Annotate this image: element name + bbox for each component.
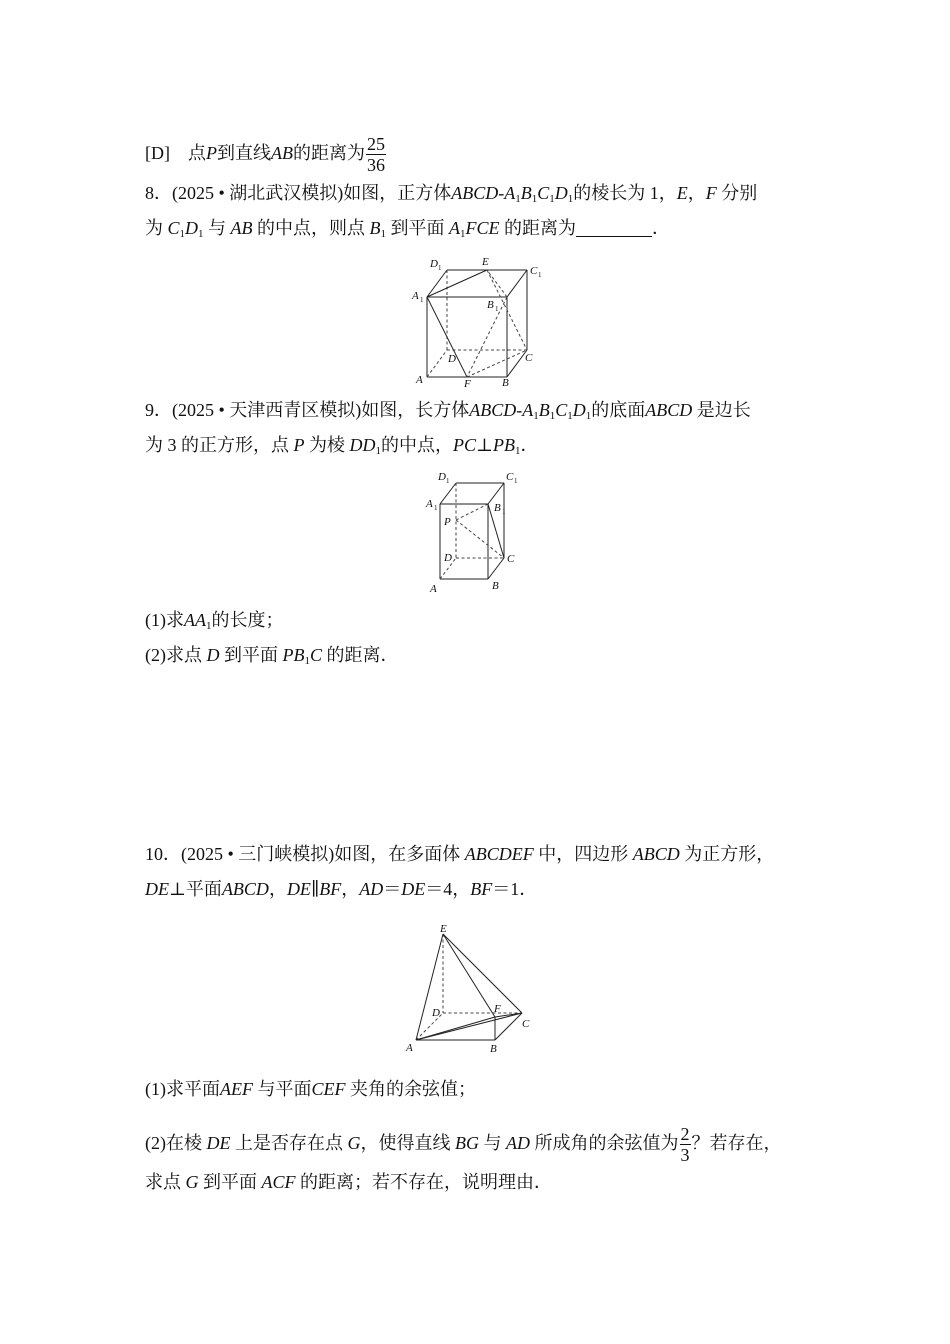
label-c1: C [506,471,514,483]
edge-aa1: AA [184,610,206,630]
label-a: A [430,583,437,595]
q10-text: ？若存在， [691,1133,782,1153]
q9-line-2: 为 3 的正方形，点 P 为棱 $DD_1$的中点，$PC\perp PB_1$． [145,435,539,457]
q9-text: (1)求 [145,610,184,630]
point-e: E [676,183,688,203]
label-a: A [406,1042,413,1054]
label-p: P [444,516,451,528]
q9-sub-2: (2)求点 D 到平面 $PB_1C$ 的距离． [145,645,399,667]
label-c: C [525,352,533,364]
line-pb1: PB [492,435,515,455]
q10-text: ＝4， [425,879,471,899]
q10-text: 夹角的余弦值； [350,1079,476,1099]
line-de: DE [145,879,169,899]
q10-text: 到平面 [203,1172,257,1192]
label-e: E [482,256,489,268]
label-b1: B [487,299,494,311]
edge-de: DE [206,1133,231,1153]
cube-name: ABCD-A [451,183,516,203]
q10-text: ＝ [383,879,402,899]
point-g: G [347,1133,361,1153]
label-f: F [494,1003,501,1015]
fraction [366,134,386,175]
line-ad: AD [506,1133,530,1153]
q10-text: ， [268,879,287,899]
plane-abcd: ABCD [221,879,269,899]
line-bg: BG [455,1133,479,1153]
q9-text: 是边长 [696,400,751,420]
q8-line-2: 为 $C_1D_1$ 与 AB 的中点，则点 $B_1$ 到平面 $A_1FCE$ 的距离为 ． [145,218,671,240]
q10-text: (2)在棱 [145,1133,202,1153]
plane-aef: AEF [220,1079,253,1099]
q8-text: 为 [145,218,163,238]
line-pc: PC [453,435,477,455]
fraction-denominator: 36 [367,155,385,175]
option-text: 的距离为 [293,143,365,163]
option-text: 点 [188,143,206,163]
q8-line-1: 8．(2025 • 湖北武汉模拟)如图，正方体ABCD-$A_1B_1C_1D_1$的棱长为 1，E，F 分别 [145,183,758,205]
q10-text: 求点 [145,1172,181,1192]
q8-cube-figure [410,252,550,388]
q10-polyhedron-figure [400,920,540,1060]
q9-text: 的中点， [381,435,453,455]
label-a: A [416,374,423,386]
q9-line-1: 9．(2025 • 天津西青区模拟)如图，长方体ABCD-$A_1B_1C_1D_1$的底面ABCD 是边长 [145,400,751,422]
label-c1: C [530,265,538,277]
line-bf: BF [470,879,493,899]
q8-text: ， [687,183,706,203]
q10-text: ＝1． [492,879,538,899]
quad-abcd: ABCD [632,844,680,864]
q9-text: 为棱 [309,435,345,455]
label-a1: A [412,290,419,302]
q9-text: ． [520,435,539,455]
line-de: DE [401,879,426,899]
q8-text: 的中点，则点 [257,218,366,238]
q8-text: 8．(2025 • 湖北武汉模拟)如图，正方体 [145,183,452,203]
q10-text: 10．(2025 • 三门峡模拟)如图，在多面体 [145,844,461,864]
q10-text: 为正方形， [684,844,775,864]
plane-fce: FCE [465,218,500,238]
q9-text: 9．(2025 • 天津西青区模拟)如图，长方体 [145,400,470,420]
q9-text: 的底面 [591,400,646,420]
svg-text:1: 1 [434,504,438,512]
label-d1: D [438,471,446,483]
q9-sub-1: (1)求$AA_1$的长度； [145,610,284,632]
face-abcd: ABCD [645,400,693,420]
svg-text:1: 1 [502,508,506,516]
q8-text: 分别 [721,183,758,203]
q10-text: 与 [483,1133,502,1153]
q10-text: 中，四边形 [538,844,629,864]
label-e: E [440,923,447,935]
q9-text: 的距离． [326,645,399,665]
fraction-numerator: 25 [367,134,385,154]
label-c: C [507,553,515,565]
box-name: ABCD-A [469,400,534,420]
point-g: G [185,1172,199,1192]
fraction-denominator: 3 [680,1145,690,1165]
label-a1: A [426,498,433,510]
line-bf: BF [319,879,342,899]
label-c: C [522,1018,530,1030]
point-p: P [293,435,305,455]
q10-text: (1)求平面 [145,1079,220,1099]
q10-text: 的距离；若不存在，说明理由． [300,1172,552,1192]
option-text: 到直线 [217,143,271,163]
answer-blank[interactable] [576,218,652,237]
perp-symbol: ⊥ [476,435,493,455]
q10-sub-1 [145,1077,476,1101]
q10-line-2 [145,877,537,901]
label-b: B [490,1043,497,1055]
line-ad: AD [359,879,384,899]
q9-text: 为 3 的正方形，点 [145,435,289,455]
q10-text: ， [341,879,360,899]
svg-text:1: 1 [446,477,450,485]
parallel-symbol: ∥ [310,879,320,899]
q10-text: ⊥平面 [169,879,222,899]
label-d: D [444,552,452,564]
q10-text: 所成角的余弦值为 [534,1133,679,1153]
point-d: D [206,645,220,665]
label-d: D [432,1007,440,1019]
line-de: DE [286,879,311,899]
point-p: P [206,143,217,163]
label-b: B [502,377,509,389]
option-label: [D] [145,143,170,163]
q8-text: ． [652,218,671,238]
q9-text: (2)求点 [145,645,202,665]
q10-text: 上是否存在点 [235,1133,343,1153]
plane-pb1c: PB [282,645,305,665]
svg-text:1: 1 [438,264,442,272]
q9-text: 到平面 [224,645,278,665]
label-d1: D [430,258,438,270]
svg-text:1: 1 [538,271,542,279]
q8-text: 到平面 [390,218,445,238]
q8-text: 的棱长为 1， [573,183,677,203]
plane-pb1c-c: C [310,645,323,665]
q10-text: 与平面 [257,1079,312,1099]
svg-text:1: 1 [420,296,424,304]
label-b: B [492,580,499,592]
svg-text:1: 1 [514,477,518,485]
line-ab: AB [230,218,253,238]
q10-sub-3 [145,1170,552,1194]
fraction-numerator: 2 [680,1124,690,1144]
q9-box-figure [424,466,528,596]
polyhedron-name: ABCDEF [464,844,534,864]
plane-acf: ACF [261,1172,296,1192]
edge-dd1: DD [349,435,376,455]
point-f: F [705,183,717,203]
line-ab: AB [271,143,293,163]
q10-sub-2 [145,1124,782,1165]
plane-cef: CEF [311,1079,346,1099]
fraction [680,1124,691,1165]
q8-text: 的距离为 [504,218,577,238]
q10-line-1 [145,842,774,866]
svg-text:1: 1 [495,305,499,313]
q10-text: ，使得直线 [360,1133,451,1153]
q8-text: 与 [208,218,227,238]
label-d: D [448,353,456,365]
option-d [145,134,387,175]
label-f: F [464,378,471,390]
q9-text: 的长度； [211,610,284,630]
label-b1: B [494,502,501,514]
